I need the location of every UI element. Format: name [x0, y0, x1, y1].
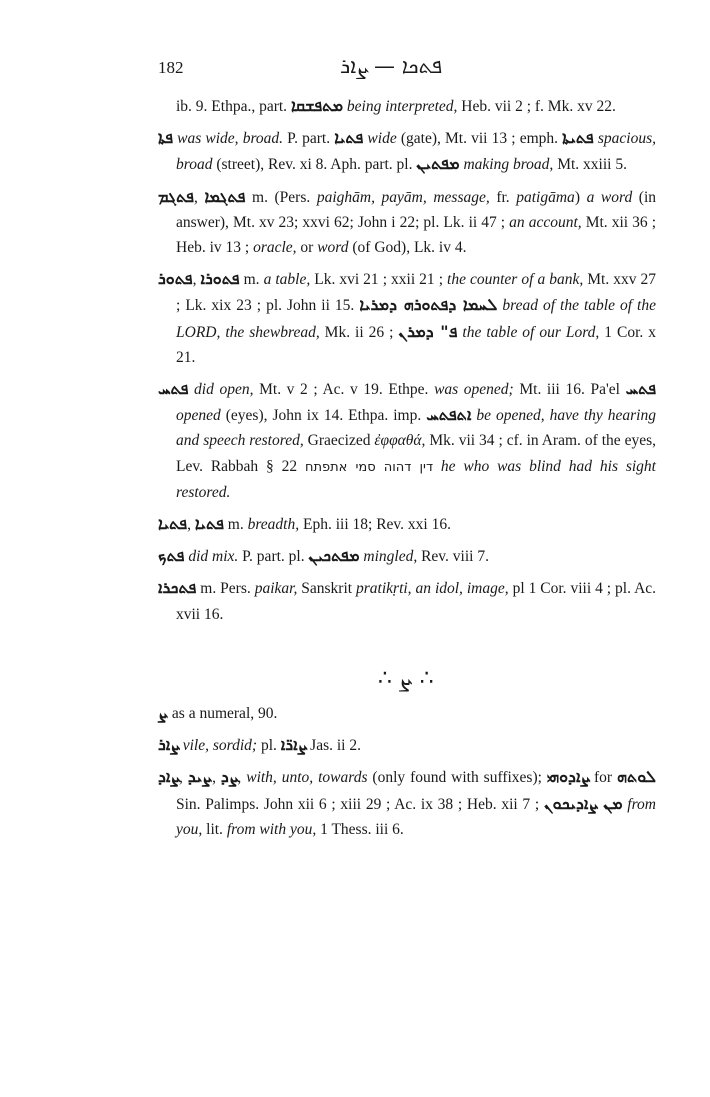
- entry-text: ): [574, 188, 587, 206]
- syriac-term: ܠܘܬܗ: [617, 767, 657, 787]
- syriac-term: ܡܢ ܨܐܕܝܟܘܢ: [543, 793, 623, 813]
- syriac-term: ܡܦܬܟܝܢ: [308, 546, 360, 566]
- entry-text: Jas. ii 2.: [306, 737, 361, 755]
- syriac-term: ܦܬܟ: [158, 546, 185, 566]
- entry-sara: [158, 732, 656, 758]
- gloss-italic: opened: [176, 407, 221, 425]
- entry-text: as a numeral, 90.: [168, 705, 278, 722]
- entry-text: Sanskrit: [297, 580, 357, 598]
- gloss-italic: an account,: [509, 213, 582, 231]
- syriac-term: ܨ: [158, 703, 169, 722]
- entry-text: (street), Rev. xi 8. Aph. part. pl.: [212, 156, 417, 174]
- entry-text: m.: [223, 516, 248, 534]
- entry-text: m. Pers.: [196, 580, 255, 598]
- section-divider: ∴ ܨ ∴: [378, 666, 434, 691]
- gloss-italic: from with you,: [226, 820, 317, 838]
- syriac-term: ܨܝܕ: [187, 767, 213, 787]
- gloss-italic: was wide, broad.: [173, 130, 284, 148]
- gloss-italic: from you,: [176, 795, 656, 838]
- entry-text: 1 Cor. x 21.: [176, 323, 656, 366]
- syriac-term: ܦܬܝܐ: [334, 128, 364, 148]
- syriac-term: ܨܐܪ̈ܐ: [280, 735, 307, 755]
- syriac-term: ܦܬܘܪܐ: [200, 269, 240, 289]
- entry-text: Rev. viii 7.: [417, 548, 489, 566]
- syriac-term: ܦܬܚ: [625, 379, 656, 399]
- syriac-term: ܦܬܚ: [158, 379, 189, 399]
- entry-text: (of God), Lk. iv 4.: [348, 239, 467, 257]
- entry-text: Mt. xxv 27 ; Lk. xix 23 ; pl. John ii 15.: [176, 271, 656, 315]
- syriac-term: ܦܬܟܪܐ: [158, 578, 197, 598]
- entry-text: P. part.: [283, 130, 335, 148]
- syriac-term: ܦܬܝܐ: [158, 514, 188, 534]
- entry-text: ,: [179, 769, 188, 787]
- gloss-italic: wide: [363, 130, 397, 148]
- syriac-term: ܦܬܘܪ: [158, 269, 193, 289]
- syriac-term: ܦ" ܕܡܪܢ: [398, 321, 458, 341]
- gloss-italic: spacious, broad: [176, 130, 657, 174]
- entry-sade: [158, 700, 656, 726]
- syriac-term: ܦܬܓܡ: [158, 186, 194, 206]
- entry-text: Heb. vii 2 ; f. Mk. xv 22.: [457, 98, 616, 115]
- gloss-italic: with, unto, towards: [246, 769, 368, 787]
- gloss-italic: was opened;: [434, 381, 514, 399]
- entry-text: Sin. Palimps. John xii 6 ; xiii 29 ; Ac. ix 38 ; Heb. xii 7 ;: [176, 795, 544, 813]
- gloss-italic: paikar,: [254, 580, 298, 598]
- entry-petha: [158, 511, 656, 537]
- entry-text: (gate), Mt. vii 13 ; emph.: [396, 130, 563, 148]
- hebrew-quote: דין דהוה סמי אתפתח: [304, 459, 434, 475]
- syriac-term: ܦܬܐ: [158, 128, 174, 148]
- gloss-italic: the table of our Lord,: [457, 323, 600, 341]
- entry-text: ,: [192, 271, 201, 289]
- entry-text: ,: [237, 769, 247, 787]
- entry-pathora: [158, 266, 656, 370]
- syriac-term: ܡܦܬܝܢ: [416, 154, 460, 174]
- syriac-term: ܨܐܕܘܗܝ: [546, 767, 590, 787]
- entry-text: pl.: [257, 737, 281, 755]
- entry-text: Mt. iii 16. Pa'el: [513, 381, 626, 399]
- syriac-term: ܡܬܦܫܩܐ: [290, 96, 344, 115]
- gloss-italic: be opened, have thy hearing and speech restored,: [176, 407, 656, 450]
- syriac-term: ܠܚܡܐ ܕܦܬܘܪܗ ܕܡܪܝܐ: [359, 295, 498, 315]
- gloss-italic: breadth,: [247, 516, 300, 534]
- entry-text: Eph. iii 18; Rev. xxi 16.: [299, 516, 451, 534]
- syriac-term: ܨܐܕ: [158, 767, 179, 787]
- gloss-italic: a word: [586, 188, 633, 206]
- entry-text: Mt. xii 36 ; Heb. iv 13 ;: [176, 213, 656, 257]
- entry-text: fr.: [489, 188, 517, 206]
- gloss-italic: making broad,: [459, 156, 554, 174]
- syriac-term: ܨܕ: [220, 767, 238, 787]
- lexicon-entries-sade: [158, 700, 656, 848]
- entry-text: pl 1 Cor. viii 4 ; pl. Ac. xvii 16.: [176, 580, 657, 623]
- syriac-term: ܦܬܝܐ: [194, 514, 224, 534]
- entry-text: 1 Thess. iii 6.: [316, 820, 404, 838]
- entry-text: m.: [239, 271, 264, 289]
- entry-text: ,: [187, 516, 195, 534]
- entry-patkra: [158, 575, 656, 626]
- entry-text: ,: [212, 769, 221, 787]
- gloss-italic: the counter of a bank,: [447, 271, 584, 289]
- entry-text: (only found with suffixes);: [367, 769, 547, 787]
- gloss-italic: vile, sordid;: [178, 737, 258, 755]
- gloss-italic: pratikṛti, an idol, image,: [356, 580, 509, 598]
- entry-text: or: [296, 239, 318, 257]
- entry-text: Mt. xxiii 5.: [553, 156, 627, 174]
- gloss-italic: mingled,: [359, 548, 418, 566]
- gloss-italic: paighām, payām, message,: [316, 188, 490, 206]
- entry-text: ib. 9. Ethpa., part.: [176, 98, 291, 115]
- entry-ethpa: [158, 93, 656, 119]
- gloss-italic: he who was blind had his sight restored.: [176, 457, 656, 501]
- gloss-italic: did open,: [188, 381, 254, 399]
- syriac-term: ܦܬܝܬܐ: [562, 128, 594, 148]
- entry-text: Mt. v 2 ; Ac. v 19. Ethpe.: [253, 381, 435, 399]
- gloss-italic: patigāma: [516, 188, 575, 206]
- gloss-italic: bread of the table of the LORD, the shewbread,: [176, 297, 656, 341]
- syriac-term: ܐܬܦܬܚ: [426, 405, 472, 425]
- entry-text: P. part. pl.: [238, 548, 309, 566]
- entry-text: (in answer), Mt. xv 23; xxvi 62; John i 22; pl. Lk. ii 47 ;: [176, 188, 657, 231]
- entry-text: lit.: [202, 820, 227, 838]
- entry-pthah: [158, 376, 656, 505]
- entry-pethgama: [158, 184, 656, 261]
- entry-text: Mk. ii 26 ;: [319, 323, 399, 341]
- entry-text: ,: [193, 188, 205, 206]
- page-number: 182: [158, 58, 184, 77]
- entry-ptak: [158, 543, 656, 569]
- entry-text: (eyes), John ix 14. Ethpa. imp.: [220, 407, 427, 425]
- gloss-italic: ἐφφαθά,: [374, 432, 426, 450]
- syriac-term: ܨܐܪ: [158, 735, 179, 755]
- entry-text: Graecized: [303, 432, 375, 450]
- gloss-italic: oracle,: [253, 239, 297, 257]
- gloss-italic: a table,: [263, 271, 311, 289]
- entry-text: Mk. vii 34 ; cf. in Aram. of the eyes, Lev. Rabbah § 22: [176, 432, 657, 475]
- entry-ptha: [158, 125, 656, 177]
- entry-text: Lk. xvi 21 ; xxii 21 ;: [310, 271, 448, 289]
- entry-text: m. (Pers.: [245, 188, 317, 206]
- gloss-italic: being interpreted,: [343, 98, 458, 115]
- running-head: ܦܬܟܐ — ܨܐܪ: [340, 54, 443, 78]
- entry-sed: [158, 764, 656, 842]
- entry-text: for: [589, 769, 618, 787]
- lexicon-entries-pe: [158, 93, 656, 633]
- gloss-italic: word: [317, 239, 349, 257]
- gloss-italic: did mix.: [184, 548, 239, 566]
- syriac-term: ܦܬܓܡܐ: [204, 186, 246, 206]
